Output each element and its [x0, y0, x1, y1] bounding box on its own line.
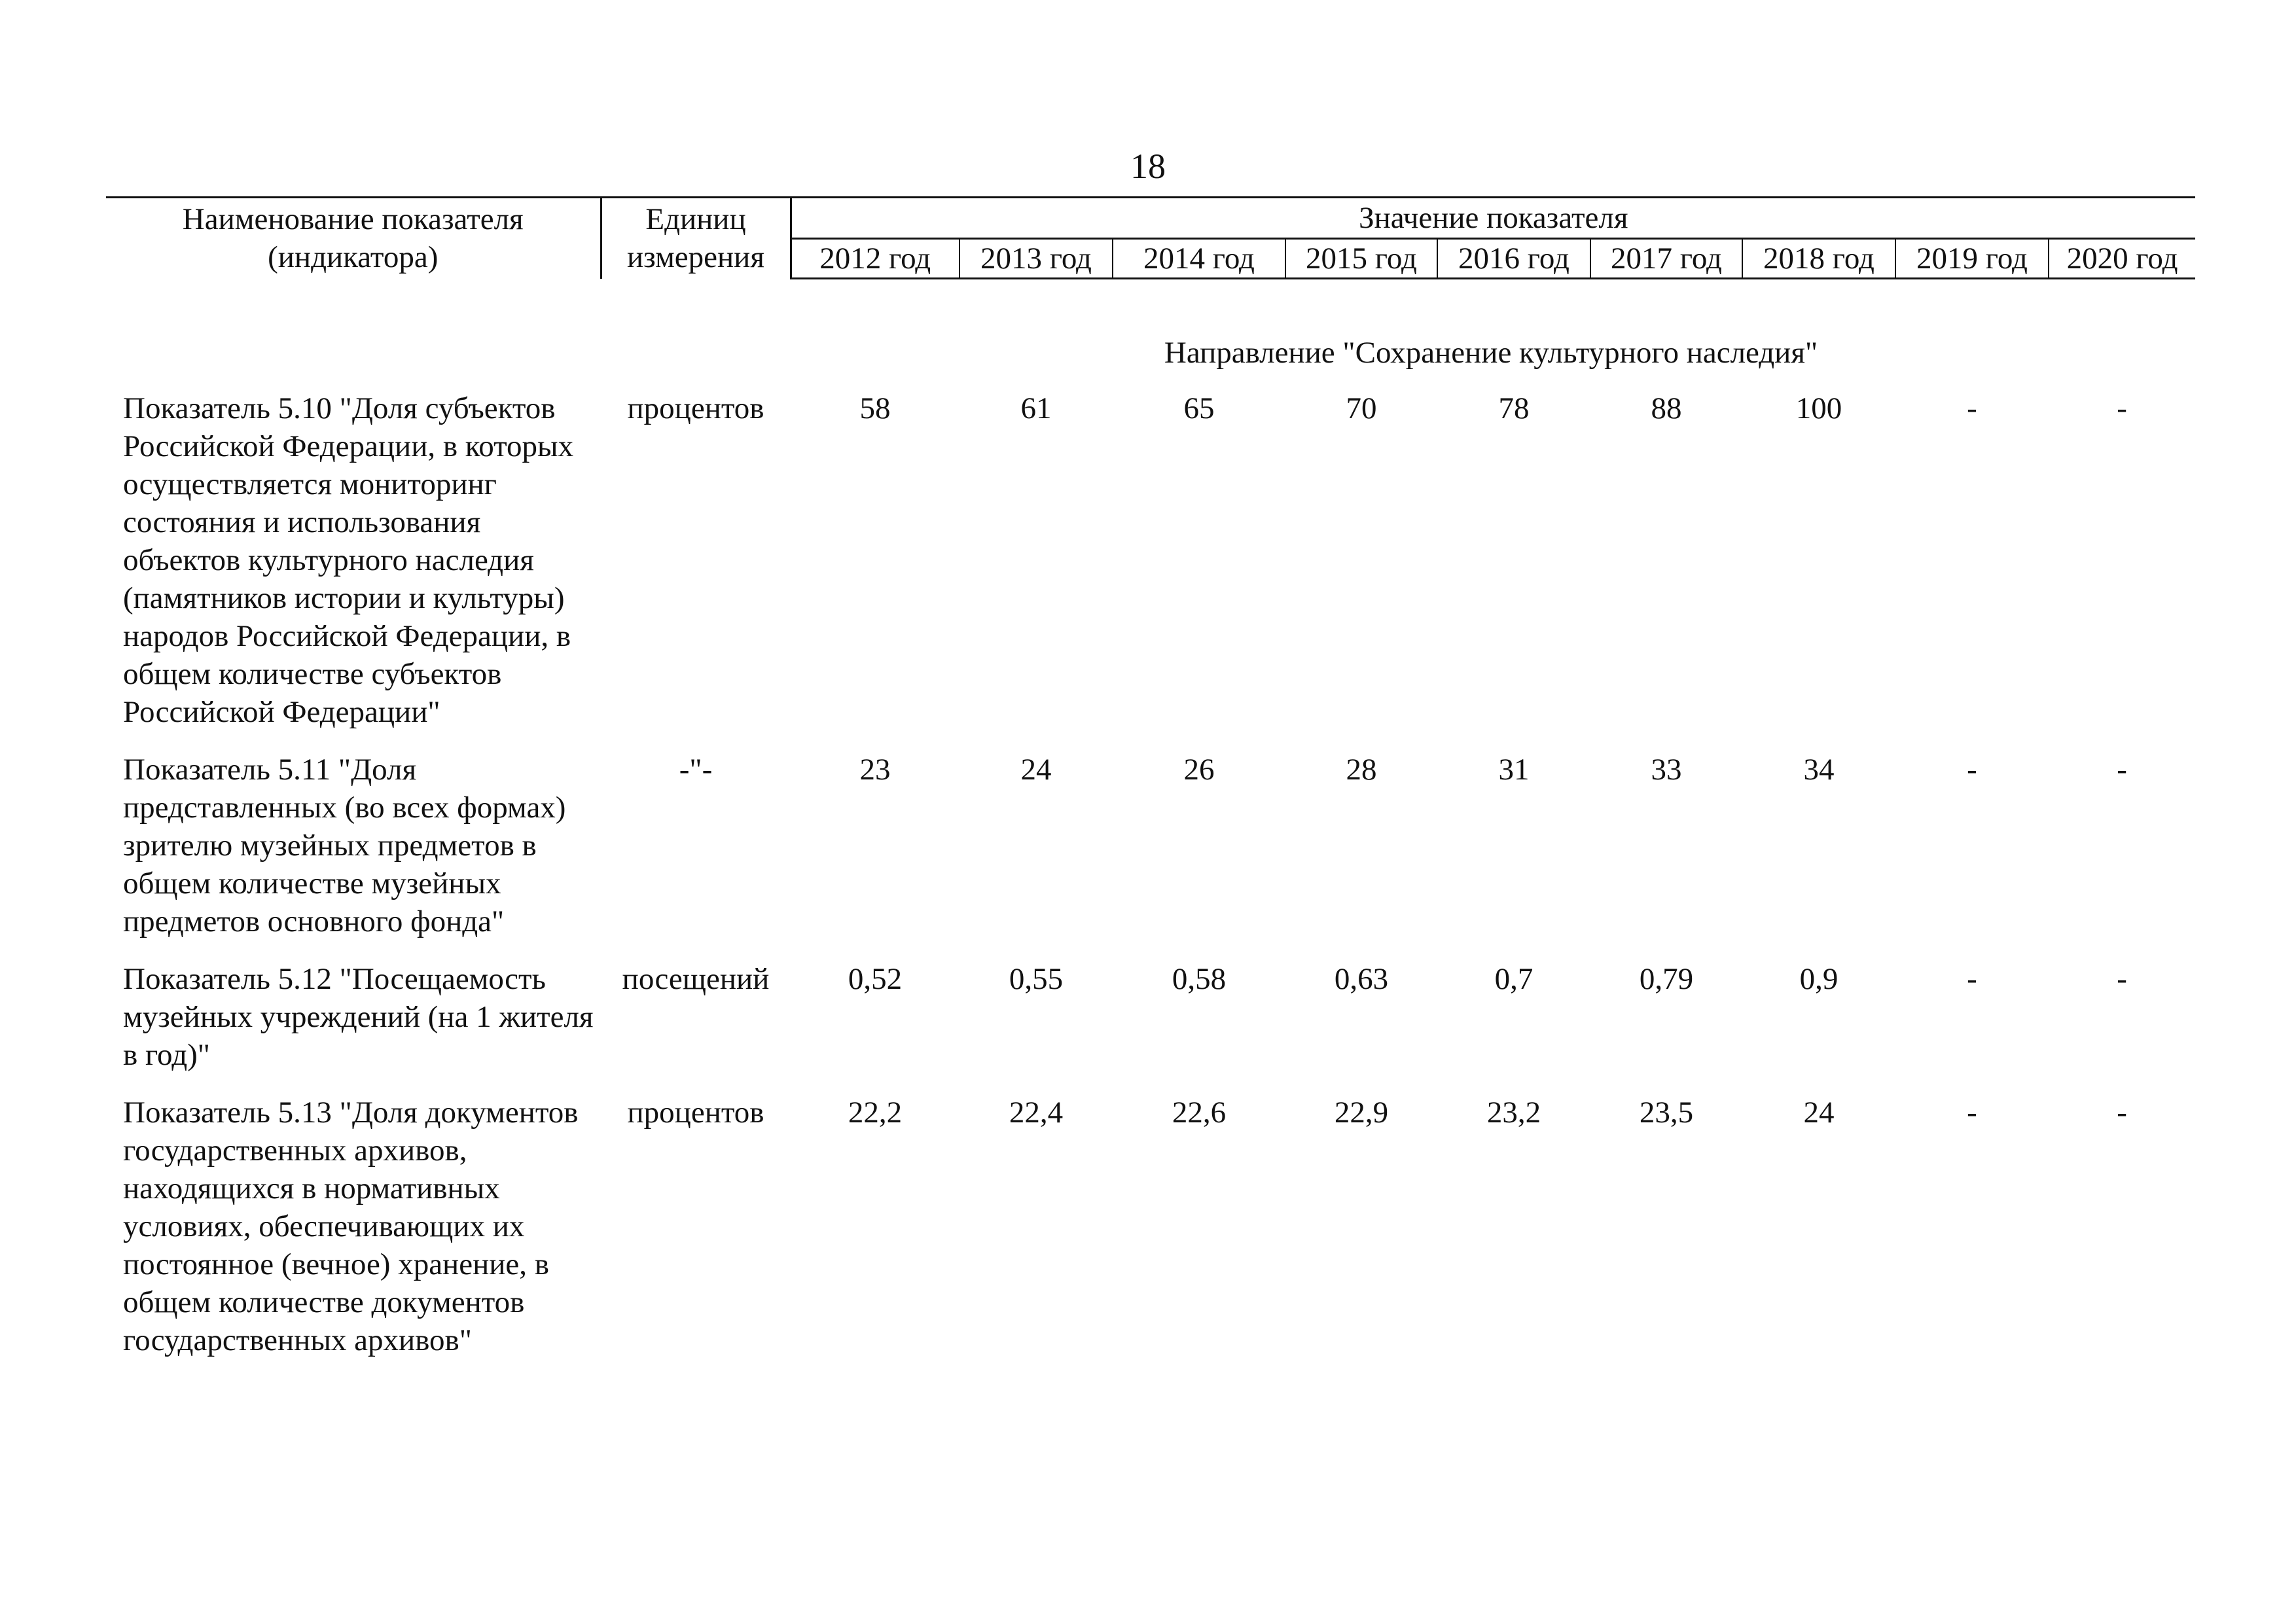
header-indicator-name: Наименование показателя (индикатора) [106, 198, 601, 279]
section-title: Направление "Сохранение культурного наследия" [1164, 336, 1818, 370]
indicator-unit: процентов [627, 391, 764, 425]
header-year-2013: 2013 год [960, 239, 1113, 279]
value-2016: 0,7 [1494, 962, 1534, 996]
value-2018: 0,9 [1799, 962, 1839, 996]
page-number: 18 [1130, 147, 1166, 186]
indicator-name: Показатель 5.12 "Посещаемость музейных учреждений (на 1 жителя в год)" [123, 962, 594, 1072]
value-2013: 61 [1020, 391, 1052, 425]
value-2018: 100 [1795, 391, 1842, 425]
value-2017: 0,79 [1639, 962, 1694, 996]
value-2012: 58 [859, 391, 891, 425]
header-year-2015: 2015 год [1285, 239, 1437, 279]
header-year-2012: 2012 год [791, 239, 960, 279]
value-2018: 24 [1803, 1096, 1835, 1130]
value-2017: 88 [1651, 391, 1682, 425]
value-2014: 22,6 [1172, 1096, 1227, 1130]
indicator-name: Показатель 5.10 "Доля субъектов Российской Федерации, в которых осуществляется мониторинг состояния и использования объектов культурного наследия (памятников истории и культуры) народов Российской Федерации, в общем количестве субъектов Российской Федерации" [123, 391, 574, 729]
table-row [106, 960, 2195, 1094]
value-2013: 0,55 [1009, 962, 1064, 996]
table-row [106, 389, 2195, 751]
value-2015: 70 [1346, 391, 1377, 425]
value-2013: 24 [1020, 753, 1052, 787]
value-2012: 22,2 [848, 1096, 903, 1130]
header-year-2019: 2019 год [1895, 239, 2049, 279]
header-values-group: Значение показателя [791, 198, 2195, 239]
value-2015: 22,9 [1334, 1096, 1389, 1130]
indicator-unit: процентов [627, 1096, 764, 1130]
value-2019: - [1967, 962, 1977, 996]
value-2020: - [2117, 962, 2127, 996]
indicator-unit: посещений [622, 962, 770, 996]
value-2014: 65 [1183, 391, 1215, 425]
indicators-table [106, 196, 2195, 1379]
header-year-2020: 2020 год [2049, 239, 2195, 279]
value-2015: 0,63 [1334, 962, 1389, 996]
value-2020: - [2117, 1096, 2127, 1130]
value-2016: 23,2 [1486, 1096, 1541, 1130]
value-2014: 26 [1183, 753, 1215, 787]
value-2017: 23,5 [1639, 1096, 1694, 1130]
indicator-name: Показатель 5.13 "Доля документов государственных архивов, находящихся в нормативных условиях, обеспечивающих их постоянное (вечное) хранение, в общем количестве документов государственных архивов" [123, 1096, 579, 1357]
indicator-unit: -"- [679, 753, 713, 787]
value-2012: 23 [859, 753, 891, 787]
header-year-2017: 2017 год [1590, 239, 1742, 279]
value-2019: - [1967, 753, 1977, 787]
value-2015: 28 [1346, 753, 1377, 787]
header-year-2018: 2018 год [1742, 239, 1895, 279]
value-2020: - [2117, 391, 2127, 425]
header-year-2014: 2014 год [1113, 239, 1285, 279]
value-2013: 22,4 [1009, 1096, 1064, 1130]
table-row [106, 751, 2195, 960]
table-row [106, 1094, 2195, 1379]
indicator-name: Показатель 5.11 "Доля представленных (во всех формах) зрителю музейных предметов в общем количестве музейных предметов основного фонда" [123, 753, 566, 938]
value-2017: 33 [1651, 753, 1682, 787]
value-2016: 31 [1498, 753, 1530, 787]
header-unit: Единиц измерения [601, 198, 791, 279]
value-2020: - [2117, 753, 2127, 787]
value-2018: 34 [1803, 753, 1835, 787]
value-2016: 78 [1498, 391, 1530, 425]
value-2019: - [1967, 391, 1977, 425]
value-2012: 0,52 [848, 962, 903, 996]
value-2014: 0,58 [1172, 962, 1227, 996]
header-year-2016: 2016 год [1437, 239, 1590, 279]
value-2019: - [1967, 1096, 1977, 1130]
